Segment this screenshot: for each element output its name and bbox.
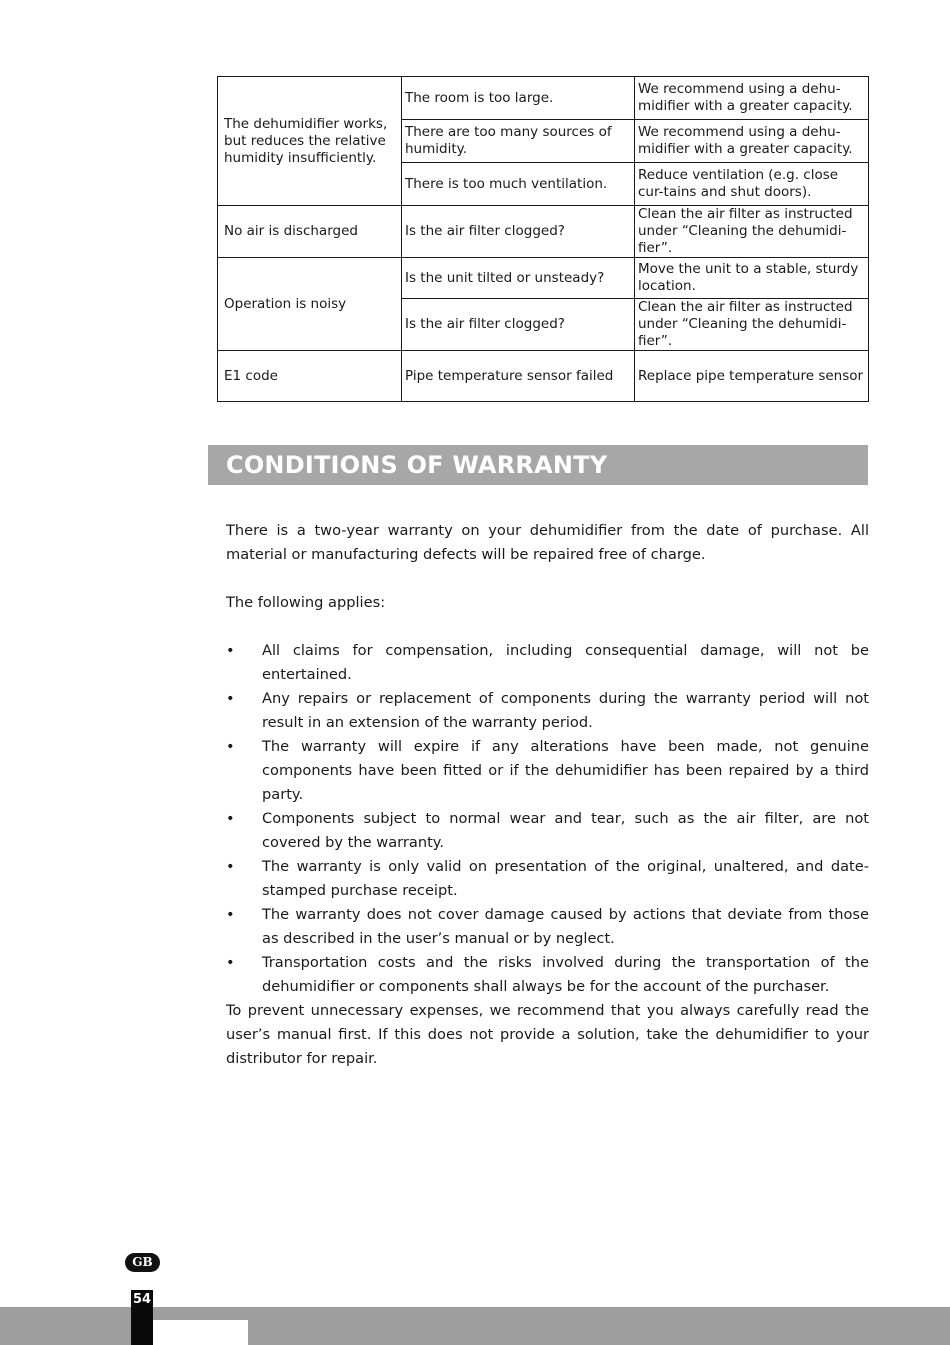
- list-item-text: Transportation costs and the risks involved during the transportation of the dehumidifier or components shall always be for the account of the purchaser.: [262, 954, 869, 995]
- solution-cell: We recommend using a dehu-midifier with a greater capacity.: [635, 120, 869, 163]
- table-row: [218, 258, 869, 299]
- table-row: [218, 206, 869, 258]
- bullet-icon: •: [226, 810, 235, 827]
- problem-cell: The dehumidifier works, but reduces the relative humidity insufficiently.: [218, 77, 402, 206]
- bullet-icon: •: [226, 906, 235, 923]
- list-item: [226, 735, 869, 807]
- cause-cell: Is the air filter clogged?: [402, 206, 635, 258]
- warranty-content: [226, 519, 869, 1071]
- solution-cell: We recommend using a dehu-midifier with a greater capacity.: [635, 77, 869, 120]
- list-item-text: Any repairs or replacement of components during the warranty period will not result in an extension of the warranty period.: [262, 690, 869, 731]
- table-row: [218, 351, 869, 402]
- list-item-text: The warranty will expire if any alterations have been made, not genuine components have been fitted or if the dehumidifier has been repaired by a third party.: [262, 738, 869, 803]
- cause-cell: Is the air filter clogged?: [402, 299, 635, 351]
- cause-cell: Pipe temperature sensor failed: [402, 351, 635, 402]
- page-number: 54: [132, 1292, 152, 1307]
- cause-cell: Is the unit tilted or unsteady?: [402, 258, 635, 299]
- closing-paragraph: To prevent unnecessary expenses, we recommend that you always carefully read the user’s manual first. If this does not provide a solution, take the dehumidifier to your distributor for repair.: [226, 1002, 869, 1067]
- section-title: CONDITIONS OF WARRANTY: [226, 451, 608, 479]
- footer-white-block: [153, 1320, 248, 1345]
- section-header: [208, 445, 868, 485]
- bullet-icon: •: [226, 858, 235, 875]
- problem-cell: No air is discharged: [218, 206, 402, 258]
- table-row: [218, 77, 869, 120]
- list-item-text: The warranty does not cover damage caused by actions that deviate from those as described in the user’s manual or by neglect.: [262, 906, 869, 947]
- language-badge: GB: [125, 1253, 160, 1272]
- bullet-icon: •: [226, 642, 235, 659]
- list-item: [226, 687, 869, 735]
- list-item-text: Components subject to normal wear and tear, such as the air filter, are not covered by the warranty.: [262, 810, 869, 851]
- list-item: [226, 807, 869, 855]
- list-item: [226, 903, 869, 951]
- solution-cell: Clean the air filter as instructed under “Cleaning the dehumidi-fier”.: [635, 206, 869, 258]
- cause-cell: There are too many sources of humidity.: [402, 120, 635, 163]
- bullet-icon: •: [226, 954, 235, 971]
- cause-cell: There is too much ventilation.: [402, 163, 635, 206]
- solution-cell: Replace pipe temperature sensor: [635, 351, 869, 402]
- list-item: [226, 951, 869, 999]
- bullet-icon: •: [226, 690, 235, 707]
- solution-cell: Clean the air filter as instructed under “Cleaning the dehumidi-fier”.: [635, 299, 869, 351]
- solution-cell: Reduce ventilation (e.g. close cur-tains and shut doors).: [635, 163, 869, 206]
- problem-cell: Operation is noisy: [218, 258, 402, 351]
- applies-label: The following applies:: [226, 594, 386, 611]
- list-item: [226, 639, 869, 687]
- problem-cell: E1 code: [218, 351, 402, 402]
- intro-paragraph: There is a two-year warranty on your dehumidifier from the date of purchase. All material or manufacturing defects will be repaired free of charge.: [226, 522, 869, 563]
- list-item: [226, 855, 869, 903]
- conditions-list: [226, 639, 869, 999]
- solution-cell: Move the unit to a stable, sturdy location.: [635, 258, 869, 299]
- list-item-text: The warranty is only valid on presentation of the original, unaltered, and date-stamped purchase receipt.: [262, 858, 869, 899]
- bullet-icon: •: [226, 738, 235, 755]
- list-item-text: All claims for compensation, including consequential damage, will not be entertained.: [262, 642, 869, 683]
- troubleshooting-table: [217, 76, 869, 402]
- cause-cell: The room is too large.: [402, 77, 635, 120]
